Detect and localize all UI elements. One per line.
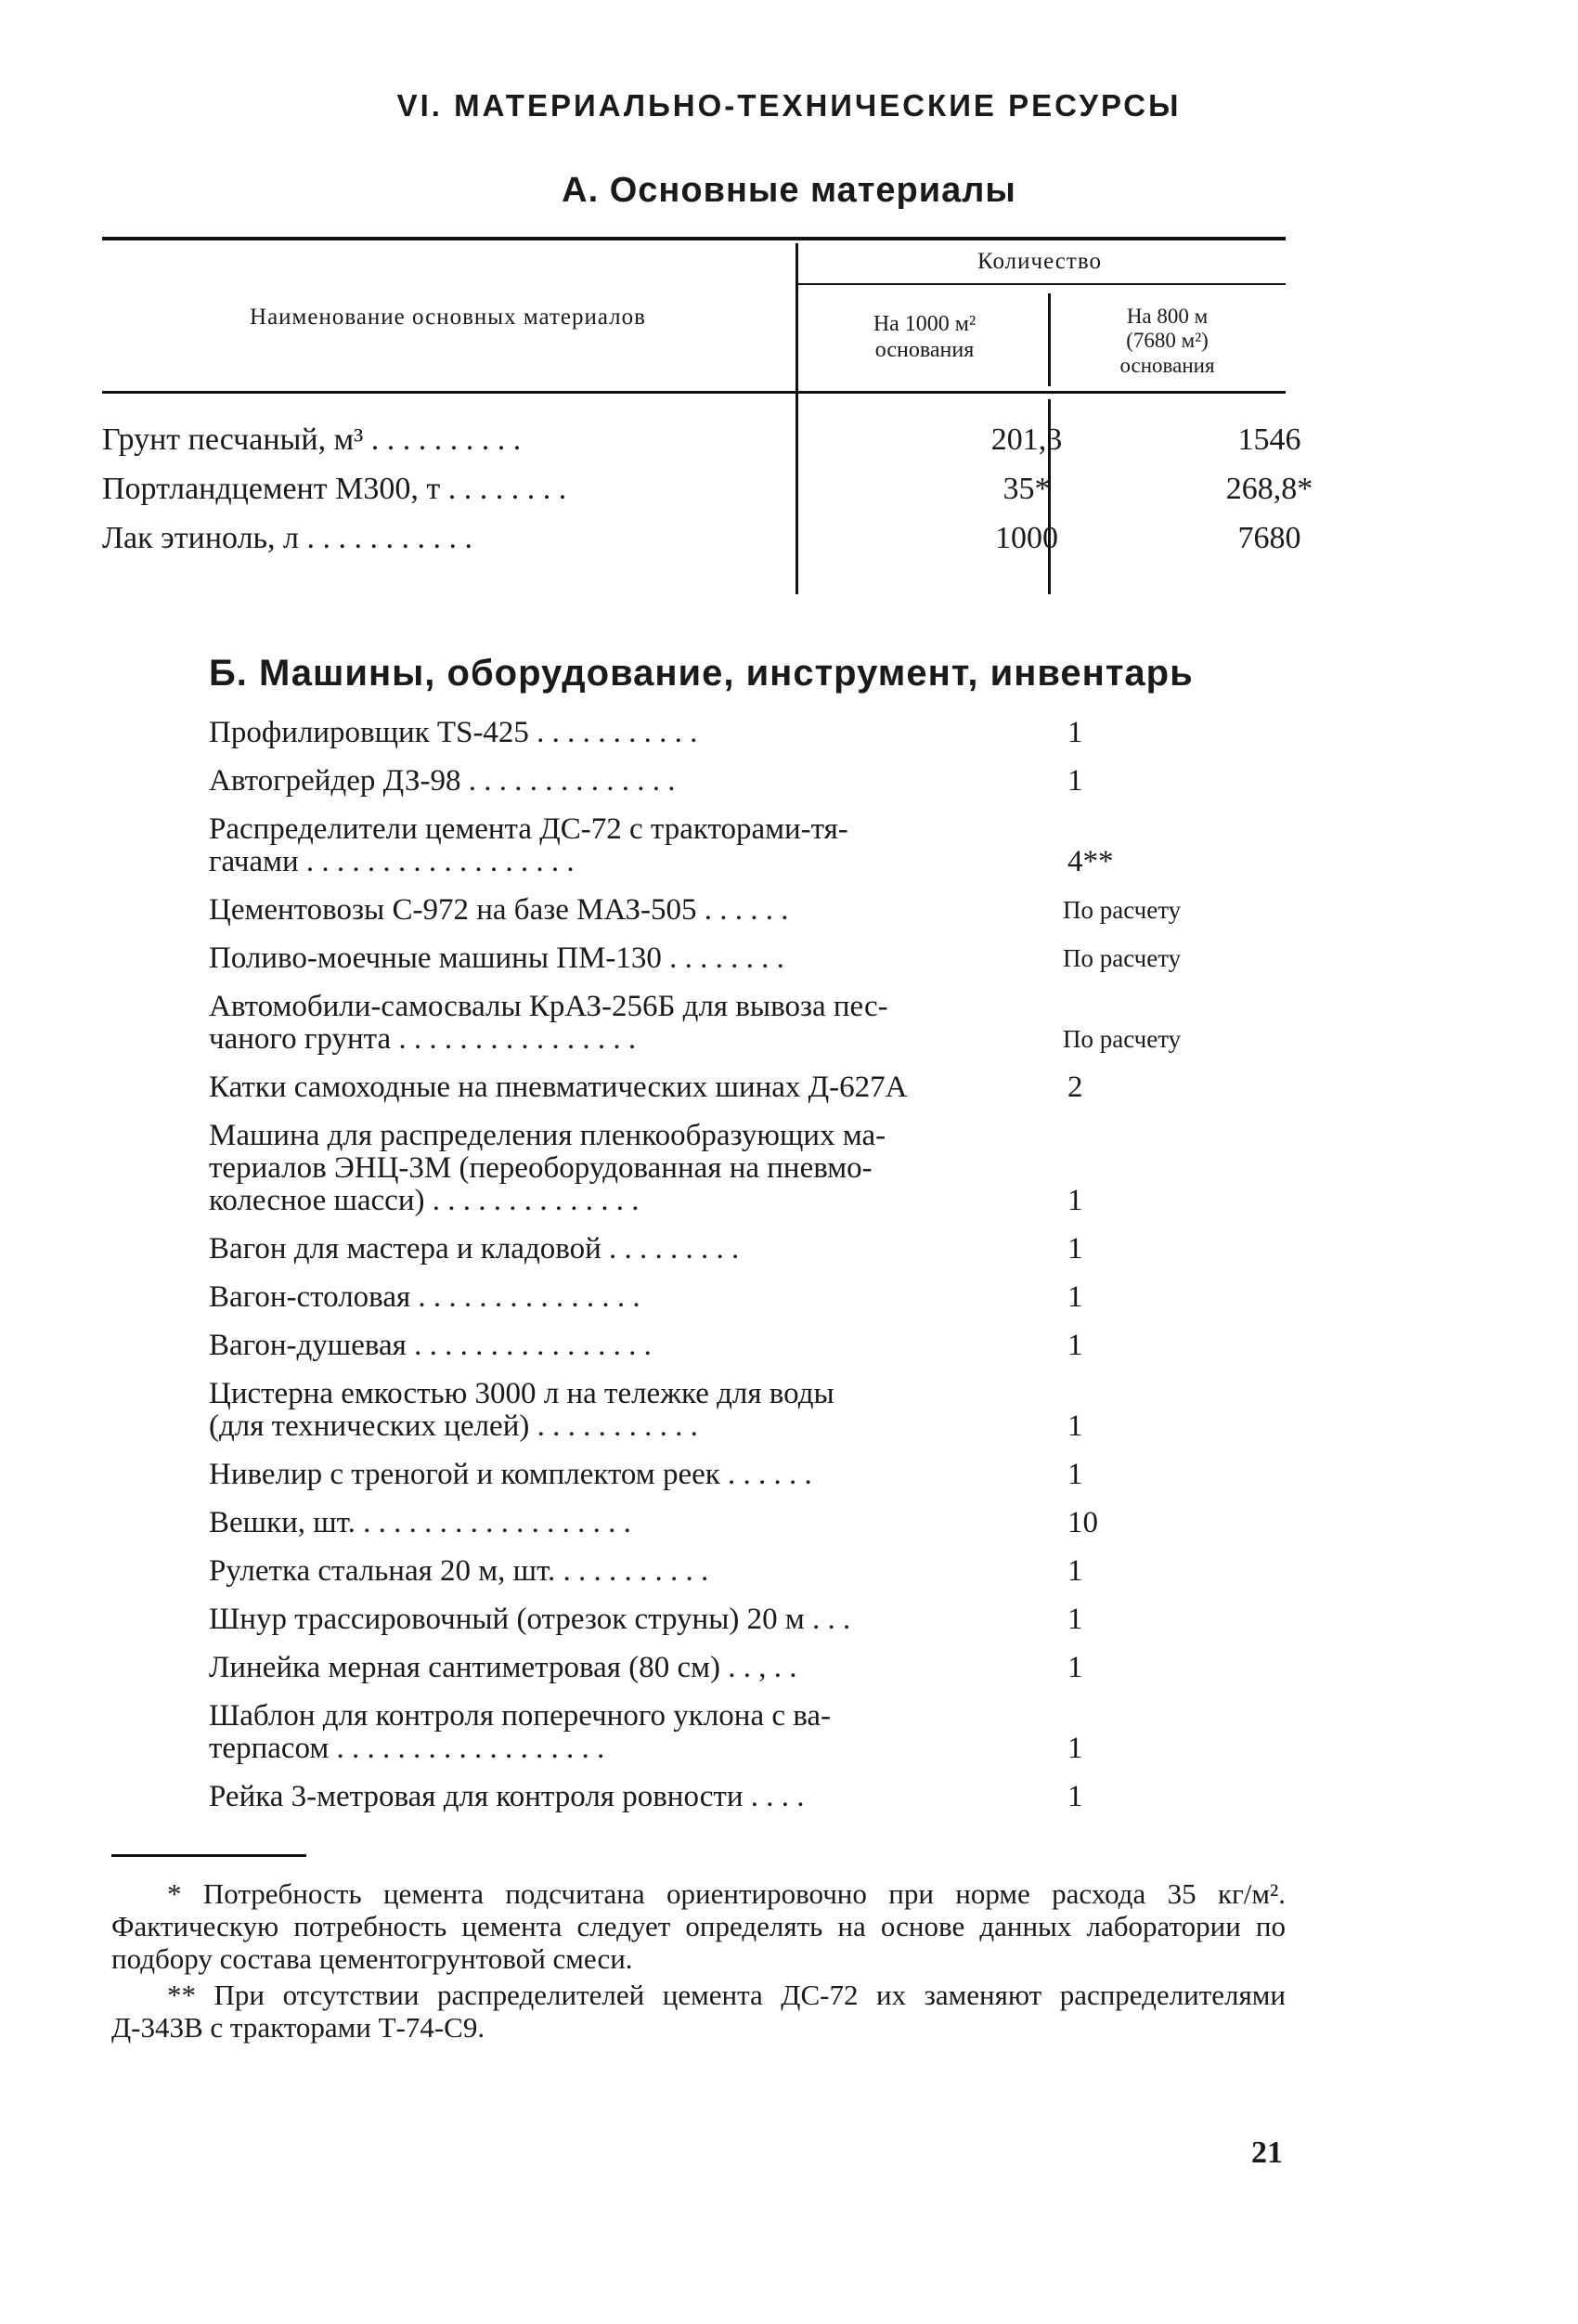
col-divider-name xyxy=(795,243,798,594)
material-name: Портландцемент М300, т . . . . . . . . xyxy=(102,472,567,506)
col1-header-line1: На 1000 м² xyxy=(873,312,977,336)
item-text-line: Профилировщик TS-425 . . . . . . . . . . . xyxy=(209,717,698,749)
col2-header-line2: (7680 м²) xyxy=(1126,329,1209,353)
section-title: VI. МАТЕРИАЛЬНО-ТЕХНИЧЕСКИЕ РЕСУРСЫ xyxy=(396,88,1182,123)
material-qty-1000: 201,3 xyxy=(990,422,1063,457)
list-item xyxy=(209,717,1276,749)
col-divider-qty xyxy=(1048,293,1051,386)
item-quantity: По расчету xyxy=(1063,896,1182,924)
item-quantity: 1 xyxy=(1067,1603,1083,1636)
item-text-line: Цементовозы С-972 на базе МАЗ-505 . . . . . . xyxy=(209,894,789,927)
item-text-line: Рейка 3-метровая для контроля ровности . . . . xyxy=(209,1781,805,1813)
item-quantity: 1 xyxy=(1067,716,1083,749)
item-text-line: териалов ЭНЦ-3М (переоборудованная на пневмо- xyxy=(209,1152,873,1185)
list-item xyxy=(209,1330,1276,1362)
item-text-line: Автомобили-самосвалы КрАЗ-256Б для вывоза пес- xyxy=(209,991,888,1023)
item-text-line: Поливо-моечные машины ПМ-130 . . . . . . . . xyxy=(209,942,784,975)
item-quantity: 1 xyxy=(1067,1329,1083,1362)
item-text-line: Распределители цемента ДС-72 с тракторами-тя- xyxy=(209,813,848,846)
material-qty-1000: 1000 xyxy=(995,521,1058,555)
item-quantity: 1 xyxy=(1067,1409,1083,1443)
item-quantity: 1 xyxy=(1067,1651,1083,1684)
material-qty-1000: 35* xyxy=(1002,472,1051,506)
item-quantity: 4** xyxy=(1067,845,1114,878)
footnotes xyxy=(111,1877,1286,2047)
material-qty-800: 268,8* xyxy=(1225,472,1313,506)
item-text-line: Цистерна емкостью 3000 л на тележке для воды xyxy=(209,1378,834,1410)
item-text-line: чаного грунта . . . . . . . . . . . . . . . . xyxy=(209,1023,637,1056)
item-text-line: Линейка мерная сантиметровая (80 см) . . , . . xyxy=(209,1652,797,1684)
qty-header-rule xyxy=(798,283,1286,285)
item-text-line: Рулетка стальная 20 м, шт. . . . . . . . . . . xyxy=(209,1555,709,1588)
item-quantity: 1 xyxy=(1067,1732,1083,1765)
col-quantity-header: Количество xyxy=(977,249,1102,274)
material-qty-800: 7680 xyxy=(1237,521,1301,555)
list-item xyxy=(209,1233,1276,1266)
subsection-b-title: Б. Машины, оборудование, инструмент, инвентарь xyxy=(209,653,1194,694)
list-item xyxy=(209,765,1276,798)
item-text-line: Вагон для мастера и кладовой . . . . . . . . . xyxy=(209,1233,740,1266)
item-quantity: По расчету xyxy=(1063,1025,1182,1053)
list-item xyxy=(209,991,1276,1056)
item-text-line: Вешки, шт. . . . . . . . . . . . . . . . . . . xyxy=(209,1507,631,1539)
col2-header-line1: На 800 м xyxy=(1126,305,1209,328)
list-item xyxy=(209,1120,1276,1217)
item-text-line: Шаблон для контроля поперечного уклона с ва- xyxy=(209,1700,832,1733)
item-quantity: По расчету xyxy=(1063,944,1182,972)
list-item xyxy=(209,813,1276,878)
item-quantity: 1 xyxy=(1067,764,1083,798)
item-text-line: терпасом . . . . . . . . . . . . . . . . . . xyxy=(209,1733,605,1765)
list-item xyxy=(209,1603,1276,1636)
item-text-line: Машина для распределения пленкообразующих ма- xyxy=(209,1120,886,1152)
footnote-rule xyxy=(111,1854,306,1857)
list-item xyxy=(209,1652,1276,1684)
list-item xyxy=(209,1281,1276,1314)
subsection-a-title: А. Основные материалы xyxy=(562,171,1016,210)
material-name: Лак этиноль, л . . . . . . . . . . . xyxy=(102,521,473,555)
list-item xyxy=(209,894,1276,927)
col2-header-line3: основания xyxy=(1119,353,1215,377)
item-text-line: колесное шасси) . . . . . . . . . . . . . . xyxy=(209,1185,640,1217)
footnote-2: ** При отсутствии распределителей цемента ДС-72 их заменяют распределителями Д-343В с тракторами Т-74-С9. xyxy=(111,1979,1286,2044)
list-item xyxy=(209,1700,1276,1765)
page-number: 21 xyxy=(1251,2136,1283,2170)
item-quantity: 1 xyxy=(1067,1184,1083,1217)
col-name-header: Наименование основных материалов xyxy=(250,305,646,330)
item-quantity: 1 xyxy=(1067,1280,1083,1314)
list-item xyxy=(209,1378,1276,1443)
footnote-1: * Потребность цемента подсчитана ориентировочно при норме расхода 35 кг/м². Фактическую потребность цемента следует определять на основе данных лаборатории по подбору состава цементогрунтовой смеси. xyxy=(111,1877,1286,1975)
list-item xyxy=(209,1507,1276,1539)
item-text-line: Шнур трассировочный (отрезок струны) 20 м . . . xyxy=(209,1603,851,1636)
list-item xyxy=(209,1071,1276,1104)
item-text-line: (для технических целей) . . . . . . . . . . . xyxy=(209,1410,698,1443)
item-text-line: Катки самоходные на пневматических шинах Д-627А xyxy=(209,1071,908,1104)
material-qty-800: 1546 xyxy=(1237,422,1301,457)
item-text-line: Вагон-душевая . . . . . . . . . . . . . . . . xyxy=(209,1330,652,1362)
item-text-line: гачами . . . . . . . . . . . . . . . . . . xyxy=(209,846,575,878)
material-name: Грунт песчаный, м³ . . . . . . . . . . xyxy=(102,422,522,457)
col1-header-line2: основания xyxy=(874,337,975,362)
list-item xyxy=(209,942,1276,975)
col2-header xyxy=(1054,305,1281,378)
table-top-rule xyxy=(102,237,1286,240)
list-item xyxy=(209,1459,1276,1491)
item-quantity: 1 xyxy=(1067,1780,1083,1813)
table-header-bottom-rule xyxy=(102,391,1286,394)
item-text-line: Вагон-столовая . . . . . . . . . . . . . . . xyxy=(209,1281,640,1314)
item-quantity: 1 xyxy=(1067,1232,1083,1266)
list-item xyxy=(209,1781,1276,1813)
item-quantity: 1 xyxy=(1067,1554,1083,1588)
list-item xyxy=(209,1555,1276,1588)
equipment-list xyxy=(209,717,1276,1829)
col1-header xyxy=(803,312,1046,363)
item-quantity: 10 xyxy=(1067,1506,1098,1539)
item-quantity: 2 xyxy=(1067,1071,1083,1104)
item-text-line: Нивелир с треногой и комплектом реек . . . . . . xyxy=(209,1459,812,1491)
item-quantity: 1 xyxy=(1067,1458,1083,1491)
item-text-line: Автогрейдер ДЗ-98 . . . . . . . . . . . . . . xyxy=(209,765,676,798)
